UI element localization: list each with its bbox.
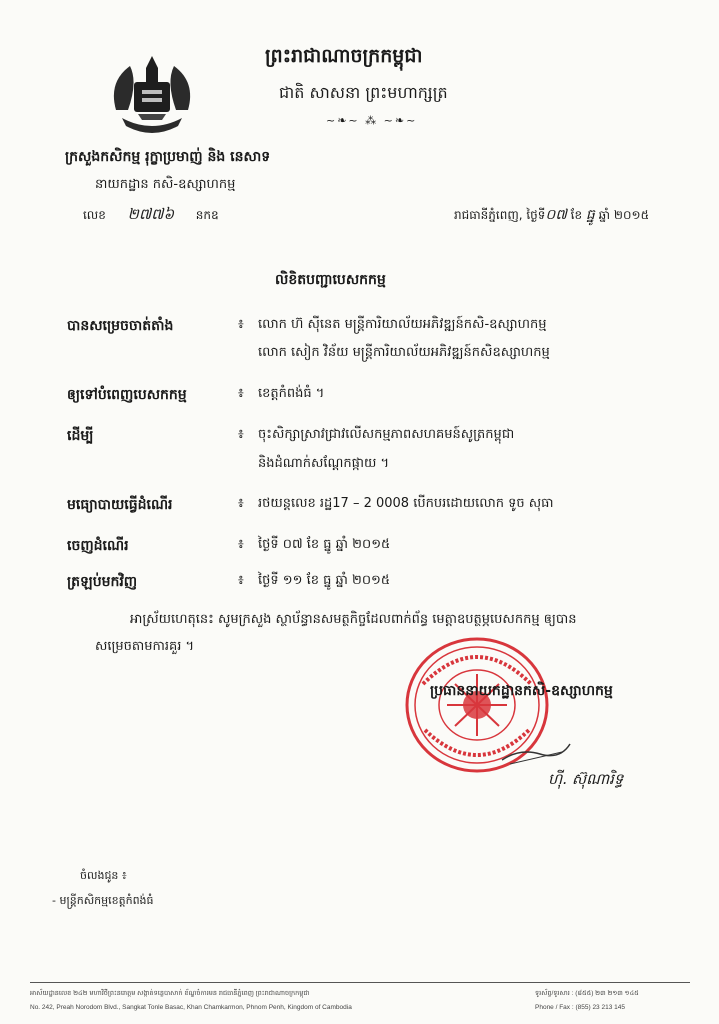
signatory-name: ហ៊ី. ស៊ុណារិទ្ធ <box>548 770 624 788</box>
date-month-label: ខែ <box>570 208 583 222</box>
transport-value: រថយន្តលេខ រដ្ឋ17 – 2 0008 បើកបរដោយលោក ទូច សុធា <box>258 496 554 511</box>
decided-label: បានសម្រេចចាត់តាំង <box>67 318 174 334</box>
footer-phone-english: Phone / Fax : (855) 23 213 145 <box>535 1004 625 1011</box>
date-month: ធ្នូ <box>585 207 595 223</box>
footer-divider <box>30 982 690 983</box>
ref-number: ២៧៧៦ <box>127 205 175 223</box>
ref-label: លេខ <box>83 208 106 222</box>
colon: ៖ <box>238 427 244 442</box>
department-name: នាយកដ្ឋាន កសិ-ឧស្សាហកម្ម <box>95 177 236 192</box>
destination-label: ឲ្យទៅបំពេញបេសកកម្ម <box>67 387 187 403</box>
person-1: លោក ហ៊ ស៊ីនេត មន្ត្រីការិយាល័យអភិវឌ្ឍន៍កសិ-ឧស្សាហកម្ម <box>258 317 547 332</box>
return-value: ថ្ងៃទី ១១ ខែ ធ្នូ ឆ្នាំ ២០១៥ <box>258 573 391 588</box>
destination-value: ខេត្តកំពង់ធំ ។ <box>258 386 325 401</box>
person-2: លោក សៀក វិន័យ មន្ត្រីការិយាល័យអភិវឌ្ឍន៍កសិឧស្សាហកម្ម <box>258 345 550 360</box>
colon: ៖ <box>238 386 244 401</box>
closing-line-1: អាស្រ័យហេតុនេះ សូមក្រសួង ស្ថាប័ន្ធានសមត្ថកិច្ចដែលពាក់ព័ន្ធ មេត្តាឧបត្ថម្ភបេសកកម្ម ឲ្យបាន <box>130 612 577 627</box>
signatory-title: ប្រធាននាយកដ្ឋានកសិ-ឧស្សាហកម្ម <box>430 683 613 699</box>
date-day: ០៧ <box>545 207 567 223</box>
ref-suffix: នកឧ <box>195 208 219 222</box>
colon: ៖ <box>238 496 244 511</box>
depart-value: ថ្ងៃទី ០៧ ខែ ធ្នូ ឆ្នាំ ២០១៥ <box>258 537 391 552</box>
purpose-line-1: ចុះសិក្សាស្រាវជ្រាវលើសកម្មភាពសហគមន៍សូត្រកម្ពុជា <box>258 427 515 442</box>
reference-number-line <box>83 205 219 227</box>
ornament-divider: ~❧~ ⁂ ~❧~ <box>326 114 418 127</box>
handwritten-signature-stroke <box>500 740 572 766</box>
depart-label: ចេញដំណើរ <box>67 538 129 554</box>
ministry-name: ក្រសួងកសិកម្ម រុក្ខាប្រមាញ់ និង នេសាទ <box>65 149 271 165</box>
purpose-line-2: និងដំណាក់សណ្តែកផ្កាយ ។ <box>258 456 390 471</box>
footer-phone-khmer: ទូរស័ព្ទ/ទូរសារ : (៨៥៥) ២៣ ២១៣ ១៤៥ <box>535 990 639 997</box>
transport-label: មធ្យោបាយធ្វើដំណើរ <box>67 497 173 513</box>
date-year: ២០១៥ <box>613 208 650 222</box>
date-line <box>454 205 649 226</box>
closing-line-2: សម្រេចតាមការគួរ ។ <box>95 639 195 654</box>
cc-recipient: - មន្ត្រីកសិកម្មខេត្តកំពង់ធំ <box>52 894 154 907</box>
footer-address-khmer: អាស័យដ្ឋានលេខ ២៤២ មហាវិថីព្រះនរោត្តម សង្កាត់ទន្លេបាសាក់ ខ័ណ្ឌចំការមន រាជធានីភ្នំពេញ ព្រះរាជាណាចក្រកម្ពុជា <box>30 990 310 997</box>
return-label: ត្រឡប់មកវិញ <box>67 574 138 590</box>
kingdom-title: ព្រះរាជាណាចក្រកម្ពុជា <box>265 45 423 67</box>
royal-coat-of-arms-emblem <box>108 52 196 138</box>
national-motto: ជាតិ សាសនា ព្រះមហាក្សត្រ <box>279 83 448 102</box>
footer-address-english: No. 242, Preah Norodom Blvd., Sangkat Tonle Basac, Khan Chamkarmon, Phnom Penh, Kingdom of Cambodia <box>30 1004 352 1011</box>
cc-label: ចំលងជូន ៖ <box>80 869 127 882</box>
colon: ៖ <box>238 573 244 588</box>
date-prefix: រាជធានីភ្នំពេញ, ថ្ងៃទី <box>454 208 546 222</box>
document-title: លិខិតបញ្ជាបេសកកម្ម <box>275 272 386 288</box>
purpose-label: ដើម្បី <box>67 428 94 444</box>
colon: ៖ <box>238 317 244 332</box>
date-year-label: ឆ្នាំ <box>598 208 611 222</box>
colon: ៖ <box>238 537 244 552</box>
